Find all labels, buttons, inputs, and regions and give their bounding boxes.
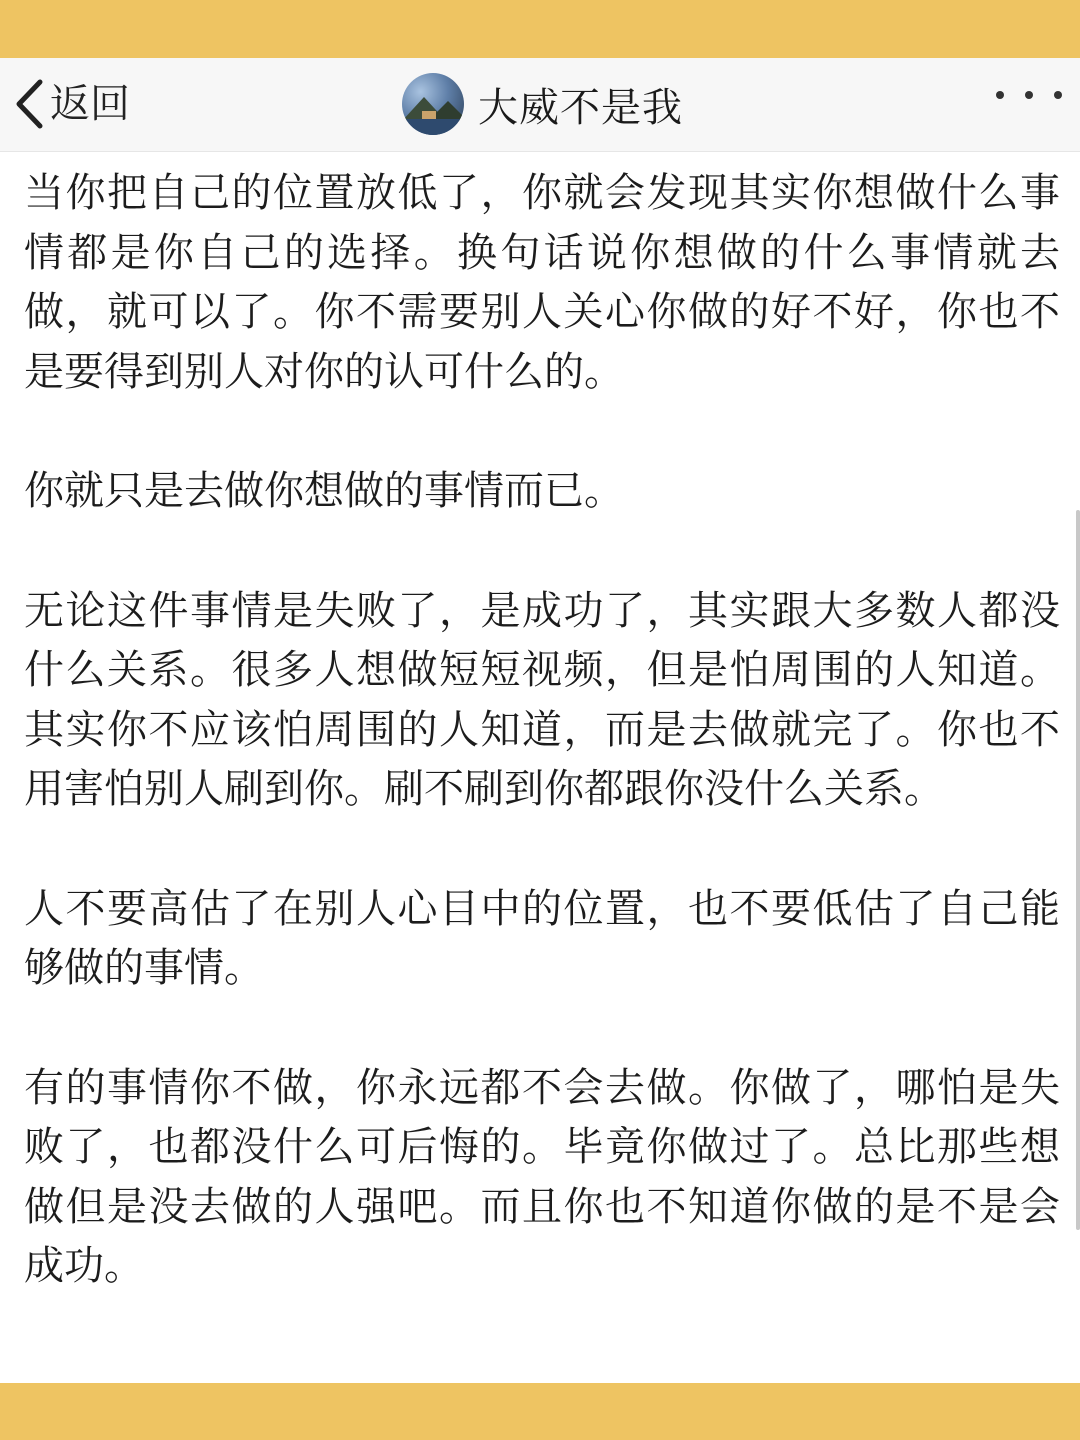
article-body bbox=[24, 164, 1060, 1297]
top-yellow-band bbox=[0, 0, 1080, 58]
navigation-bar bbox=[0, 58, 1080, 152]
bottom-yellow-band bbox=[0, 1383, 1080, 1440]
paragraph-3: 无论这件事情是失败了，是成功了，其实跟大多数人都没什么关系。很多人想做短短视频，但是怕周围的人知道。其实你不应该怕周围的人知道，而是去做就完了。你也不用害怕别人刷到你。刷不刷到你都跟你没什么关系。 bbox=[24, 587, 1060, 812]
profile-title-group[interactable] bbox=[402, 62, 683, 146]
more-options-button[interactable] bbox=[996, 80, 1062, 110]
avatar[interactable] bbox=[402, 73, 464, 135]
paragraph-1: 当你把自己的位置放低了，你就会发现其实你想做什么事情都是你自己的选择。换句话说你想做的什么事情就去做，就可以了。你不需要别人关心你做的好不好，你也不是要得到别人对你的认可什么的。 bbox=[24, 170, 1060, 395]
chevron-left-icon bbox=[14, 78, 44, 130]
more-horizontal-icon bbox=[996, 91, 1004, 99]
paragraph-2: 你就只是去做你想做的事情而已。 bbox=[24, 468, 624, 514]
back-label: 返回 bbox=[50, 81, 130, 127]
page-title: 大威不是我 bbox=[478, 84, 683, 131]
paragraph-5: 有的事情你不做，你永远都不会去做。你做了，哪怕是失败了，也都没什么可后悔的。毕竟你做过了。总比那些想做但是没去做的人强吧。而且你也不知道你做的是不是会成功。 bbox=[24, 1064, 1060, 1289]
paragraph-4: 人不要高估了在别人心目中的位置，也不要低估了自己能够做的事情。 bbox=[24, 885, 1060, 991]
back-button[interactable] bbox=[14, 68, 130, 140]
scrollbar[interactable] bbox=[1076, 510, 1080, 1230]
